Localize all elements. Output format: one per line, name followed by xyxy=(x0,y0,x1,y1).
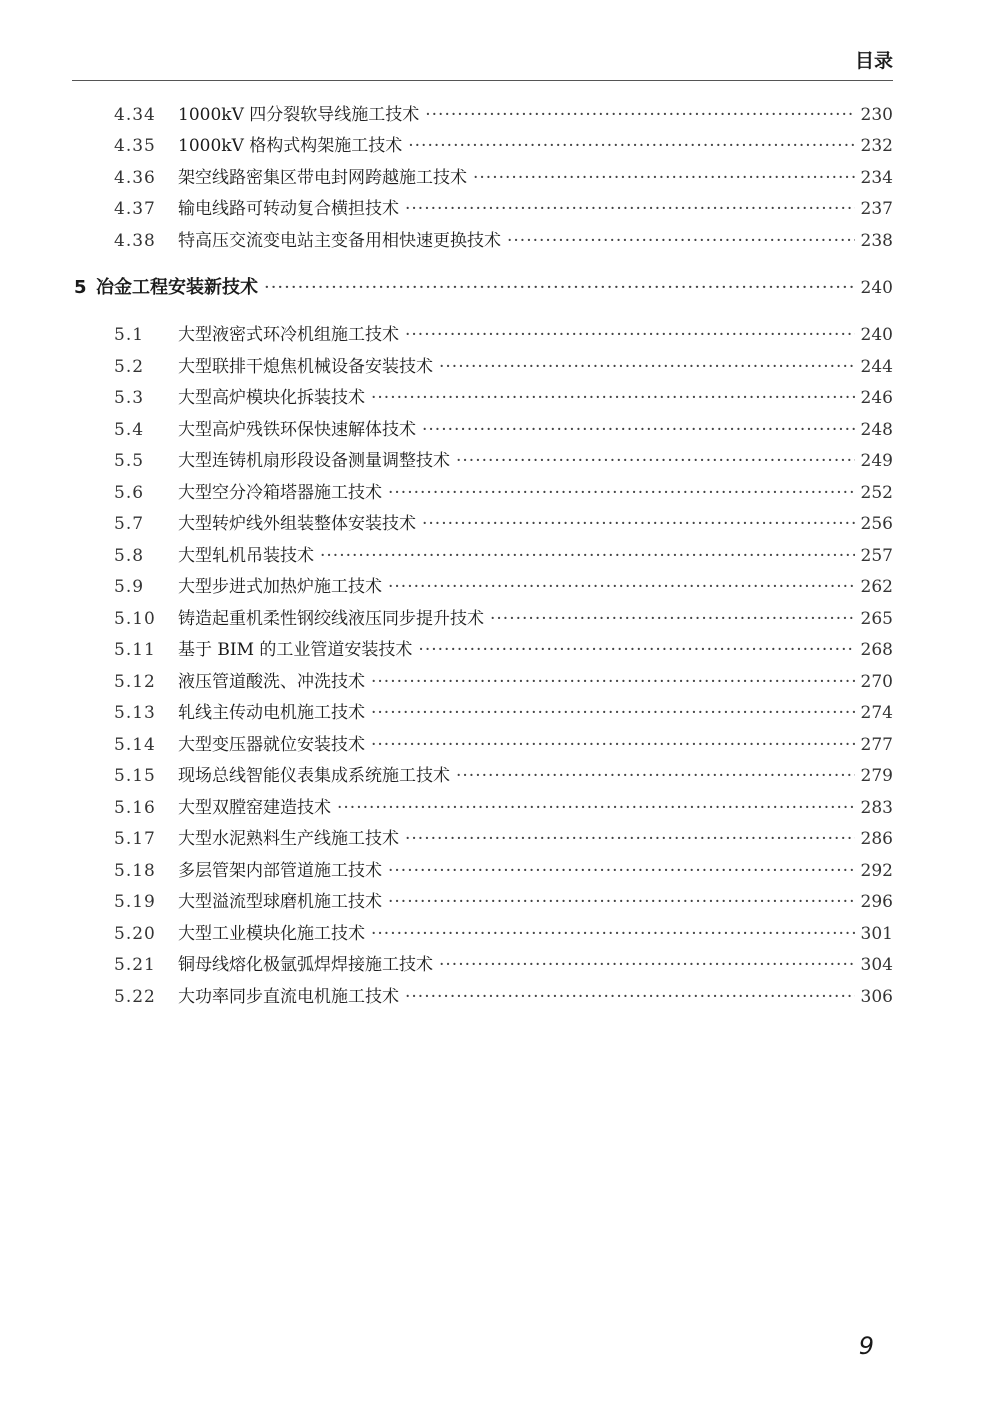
toc-entry[interactable] xyxy=(114,574,893,600)
toc-leader-dots xyxy=(405,196,855,222)
toc-entry-title: 多层管架内部管道施工技术 xyxy=(178,861,382,881)
toc-entry-title: 大型轧机吊装技术 xyxy=(178,546,314,566)
toc-entry-title: 大型转炉线外组装整体安装技术 xyxy=(178,514,416,534)
toc-entry-page: 265 xyxy=(860,609,893,629)
toc-entry-page: 232 xyxy=(860,136,893,156)
toc-entry-page: 256 xyxy=(860,514,893,534)
toc-entry-title: 轧线主传动电机施工技术 xyxy=(178,703,365,723)
toc-entry-title: 大型工业模块化施工技术 xyxy=(178,924,365,944)
toc-entry-title: 特高压交流变电站主变备用相快速更换技术 xyxy=(178,231,501,251)
toc-leader-dots xyxy=(405,322,855,348)
toc-leader-dots xyxy=(456,763,855,789)
toc-entry-page: 283 xyxy=(860,798,893,818)
chapter-number: 5 xyxy=(74,277,87,298)
toc-entry-number: 5.6 xyxy=(114,483,145,503)
toc-entry-number: 4.36 xyxy=(114,168,156,188)
toc-leader-dots xyxy=(473,165,855,191)
toc-entry-page: 286 xyxy=(860,829,893,849)
toc-leader-dots xyxy=(388,574,855,600)
toc-entry-title: 基于 BIM 的工业管道安装技术 xyxy=(178,640,413,660)
toc-entry[interactable] xyxy=(114,543,893,569)
toc-entry-title: 液压管道酸洗、冲洗技术 xyxy=(178,672,365,692)
toc-leader-dots xyxy=(405,984,855,1010)
toc-entry-title: 大型高炉残铁环保快速解体技术 xyxy=(178,420,416,440)
toc-entry[interactable] xyxy=(114,480,893,506)
toc-entry-page: 234 xyxy=(860,168,893,188)
toc-entry-number: 5.8 xyxy=(114,546,145,566)
toc-entry[interactable] xyxy=(114,700,893,726)
toc-entry-title: 大型空分冷箱塔器施工技术 xyxy=(178,483,382,503)
toc-leader-dots xyxy=(422,511,855,537)
toc-entry[interactable] xyxy=(114,354,893,380)
toc-entry-title: 架空线路密集区带电封网跨越施工技术 xyxy=(178,168,467,188)
toc-entry-page: 257 xyxy=(860,546,893,566)
toc-leader-dots xyxy=(507,228,855,254)
toc-entry-title: 大型液密式环冷机组施工技术 xyxy=(178,325,399,345)
toc-entry-page: 249 xyxy=(860,451,893,471)
toc-leader-dots xyxy=(337,795,855,821)
toc-leader-dots xyxy=(439,952,855,978)
toc-entry-number: 5.14 xyxy=(114,735,156,755)
toc-entry[interactable] xyxy=(114,984,893,1010)
toc-entry[interactable] xyxy=(114,448,893,474)
toc-leader-dots xyxy=(408,133,854,159)
toc-entry[interactable] xyxy=(114,669,893,695)
toc-entry-number: 5.7 xyxy=(114,514,145,534)
toc-entry-number: 5.1 xyxy=(114,325,145,345)
toc-entry-number: 5.21 xyxy=(114,955,156,975)
chapter-page: 240 xyxy=(860,278,893,298)
toc-entry-number: 5.19 xyxy=(114,892,156,912)
toc-entry-page: 306 xyxy=(860,987,893,1007)
toc-entry-title: 大型联排干熄焦机械设备安装技术 xyxy=(178,357,433,377)
toc-leader-dots xyxy=(490,606,855,632)
toc-chapter-heading[interactable] xyxy=(74,274,893,302)
toc-entry-page: 246 xyxy=(860,388,893,408)
toc-entry-number: 4.35 xyxy=(114,136,156,156)
toc-entry-title: 大功率同步直流电机施工技术 xyxy=(178,987,399,1007)
toc-entry-title: 大型变压器就位安装技术 xyxy=(178,735,365,755)
toc-leader-dots xyxy=(418,637,854,663)
toc-entry-title: 大型连铸机扇形段设备测量调整技术 xyxy=(178,451,450,471)
toc-entry[interactable] xyxy=(114,196,893,222)
toc-entry-number: 5.20 xyxy=(114,924,156,944)
toc-entry[interactable] xyxy=(114,606,893,632)
toc-entry-number: 5.18 xyxy=(114,861,156,881)
header-rule xyxy=(72,80,893,81)
toc-leader-dots xyxy=(422,417,855,443)
toc-entry-number: 5.2 xyxy=(114,357,145,377)
toc-leader-dots xyxy=(425,102,854,128)
toc-entry-title: 1000kV 格构式构架施工技术 xyxy=(178,136,403,156)
toc-leader-dots xyxy=(388,858,855,884)
toc-entry-number: 4.38 xyxy=(114,231,156,251)
toc-entry-page: 238 xyxy=(860,231,893,251)
toc-leader-dots xyxy=(439,354,855,380)
toc-entry-number: 5.17 xyxy=(114,829,156,849)
toc-entry[interactable] xyxy=(114,889,893,915)
toc-entry-number: 5.15 xyxy=(114,766,156,786)
toc-entry-page: 304 xyxy=(860,955,893,975)
toc-entry-page: 244 xyxy=(860,357,893,377)
toc-leader-dots xyxy=(405,826,855,852)
toc-entry-page: 248 xyxy=(860,420,893,440)
toc-entry-title: 大型步进式加热炉施工技术 xyxy=(178,577,382,597)
toc-leader-dots xyxy=(371,669,855,695)
toc-leader-dots xyxy=(371,921,855,947)
toc-leader-dots xyxy=(371,732,855,758)
toc-entry[interactable] xyxy=(114,858,893,884)
toc-entry-number: 4.34 xyxy=(114,105,156,125)
toc-entry-page: 301 xyxy=(860,924,893,944)
toc-entry-page: 277 xyxy=(860,735,893,755)
toc-entry-title: 输电线路可转动复合横担技术 xyxy=(178,199,399,219)
toc-entry-page: 292 xyxy=(860,861,893,881)
toc-leader-dots xyxy=(388,889,855,915)
page-number: 9 xyxy=(858,1332,874,1360)
toc-entry-page: 279 xyxy=(860,766,893,786)
toc-entry-number: 5.4 xyxy=(114,420,145,440)
toc-entry[interactable] xyxy=(114,921,893,947)
toc-entry-page: 252 xyxy=(860,483,893,503)
toc-entry-title: 大型水泥熟料生产线施工技术 xyxy=(178,829,399,849)
toc-entry-title: 大型高炉模块化拆装技术 xyxy=(178,388,365,408)
toc-entry[interactable] xyxy=(114,228,893,254)
toc-entry-number: 5.10 xyxy=(114,609,156,629)
toc-entry-page: 240 xyxy=(860,325,893,345)
toc-entry-number: 5.22 xyxy=(114,987,156,1007)
toc-entry-page: 270 xyxy=(860,672,893,692)
toc-entry[interactable] xyxy=(114,385,893,411)
toc-entry[interactable] xyxy=(114,133,893,159)
toc-entry[interactable] xyxy=(114,763,893,789)
toc-entry-number: 5.5 xyxy=(114,451,145,471)
toc-entry[interactable] xyxy=(114,795,893,821)
toc-leader-dots xyxy=(456,448,855,474)
toc-entry-number: 5.12 xyxy=(114,672,156,692)
toc-entry-title: 1000kV 四分裂软导线施工技术 xyxy=(178,105,420,125)
toc-leader-dots xyxy=(388,480,855,506)
toc-entry-title: 大型溢流型球磨机施工技术 xyxy=(178,892,382,912)
toc-entry-page: 230 xyxy=(860,105,893,125)
toc-entry[interactable] xyxy=(114,165,893,191)
toc-entry-number: 5.9 xyxy=(114,577,145,597)
toc-entry-number: 5.13 xyxy=(114,703,156,723)
toc-entry-title: 现场总线智能仪表集成系统施工技术 xyxy=(178,766,450,786)
toc-entry-page: 237 xyxy=(860,199,893,219)
toc-entry[interactable] xyxy=(114,952,893,978)
toc-entry-number: 5.11 xyxy=(114,640,156,660)
chapter-title: 冶金工程安装新技术 xyxy=(95,277,258,298)
toc-entry[interactable] xyxy=(114,511,893,537)
toc-entry-page: 262 xyxy=(860,577,893,597)
toc-entry[interactable] xyxy=(114,826,893,852)
toc-entry[interactable] xyxy=(114,417,893,443)
toc-entry-number: 5.16 xyxy=(114,798,156,818)
toc-entry-title: 铜母线熔化极氩弧焊焊接施工技术 xyxy=(178,955,433,975)
toc-entry[interactable] xyxy=(114,637,893,663)
running-header-title: 目录 xyxy=(854,50,893,72)
toc-leader-dots xyxy=(320,543,855,569)
toc-entry-page: 296 xyxy=(860,892,893,912)
toc-entry[interactable] xyxy=(114,102,893,128)
toc-entry-number: 4.37 xyxy=(114,199,156,219)
toc-leader-dots xyxy=(264,274,855,302)
toc-entry[interactable] xyxy=(114,322,893,348)
toc-leader-dots xyxy=(371,700,855,726)
toc-entry-number: 5.3 xyxy=(114,388,145,408)
toc-entry-title: 大型双膛窑建造技术 xyxy=(178,798,331,818)
toc-leader-dots xyxy=(371,385,855,411)
toc-entry-page: 268 xyxy=(860,640,893,660)
toc-entry-page: 274 xyxy=(860,703,893,723)
toc-entry[interactable] xyxy=(114,732,893,758)
toc-entry-title: 铸造起重机柔性钢绞线液压同步提升技术 xyxy=(178,609,484,629)
